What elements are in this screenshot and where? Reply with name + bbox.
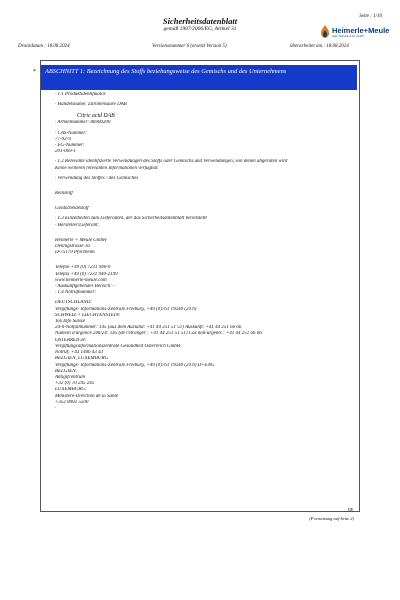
supplier-phone: Telefon +49 (0) 7231 940-0 [55, 265, 111, 271]
text-line: · [55, 405, 57, 411]
text-line: Vergiftungsinformationszentrale Gesundheit Österreich GmbH [55, 343, 181, 349]
text-line: Vergiftungs- Informations-Zentrale Freiburg, +49 (0)761 19240 (24 h) [55, 306, 197, 312]
supplier-city: D-75179 Pforzheim [55, 250, 95, 256]
text-line: DEUTSCHLAND: [55, 300, 92, 306]
text-line: SCHWEIZ + LIECHTENSTEIN: [55, 312, 121, 318]
section-content [55, 92, 355, 412]
print-date: Druckdatum : 18.08.2024 [18, 44, 70, 49]
cas-label: · CAS-Nummer: [55, 130, 87, 136]
subsection-heading: · 1.1 Produktidentifikator [55, 92, 106, 97]
text-line: +352 8002 5500 [55, 399, 89, 405]
subsection-heading: · 1.4 Notrufnummer: [55, 290, 97, 296]
text-line: Reinstoff [55, 191, 73, 197]
text-line: Goldscheidestoff [55, 206, 89, 212]
text-line: · Auskunftgebender Bereich: - [55, 284, 115, 290]
supplier-website: www.heimerle-meule.com [55, 277, 107, 283]
text-line: Numéro d'urgence 24h/24: 145 (de l'étranger : +41 44 251 51 51) Cas non-urgents : +41 44 251 66 66 [55, 331, 262, 337]
document-subtitle: gemäß 1907/2006/EG, Artikel 31 [163, 26, 237, 32]
subsection-heading: · 1.2 Relevante identifizierte Verwendungen des Stoffs oder Gemischs und Verwendungen, von denen abgeraten wird [55, 159, 288, 165]
change-marker: * [33, 69, 36, 75]
text-line: ÖSTERREICH: [55, 337, 87, 343]
text-line: +32 (0) 70 245 245 [55, 381, 95, 387]
text-line: · Verwendung des Stoffes / des Gemisches [55, 175, 139, 181]
company-logo [320, 24, 390, 40]
text-line: · Hersteller/Lieferant: [55, 222, 100, 228]
revision-date: überarbeitet am : 18.08.2024 [290, 44, 349, 49]
version-number: Versionsnummer 6 (ersetzt Version 5) [152, 44, 227, 49]
document-title: Sicherheitsdatenblatt [162, 16, 238, 26]
text-line: Notruf: +43 1406 43 43 [55, 350, 104, 356]
section-heading: ABSCHNITT 1: Bezeichnung des Stoffs beziehungsweise des Gemischs und des Unternehmens [41, 65, 357, 90]
trade-name: · Handelsname: Zitronensäure DAB [55, 102, 127, 108]
text-line: BELGIEN: [55, 368, 78, 374]
text-line: Ministère-Direction de la Santé [55, 393, 119, 399]
text-line: Keine weiteren relevanten Informationen verfügbar. [55, 165, 159, 171]
page-number: Seite : 1/10 [359, 14, 382, 19]
ec-label: · EG-Nummer: [55, 143, 85, 149]
logo-flame-icon [320, 25, 330, 38]
supplier-fax: Telefax +49 (0) 7231 940-2199 [55, 271, 118, 277]
language-mark: DE [348, 507, 354, 512]
cas-value: 77-92-9 [55, 136, 71, 142]
text-line: Antigifcentrum [55, 374, 85, 380]
continuation-note: (Fortsetzung auf Seite 2) [309, 516, 354, 521]
logo-tagline: Gebr. Heimerle & Co. GmbH [332, 35, 364, 38]
article-number: · Artikelnummer: 86900200 [55, 120, 111, 126]
ec-value: 201-069-1 [55, 149, 76, 155]
text-line: LUXEMBURG: [55, 387, 87, 393]
supplier-street: Dennigstrasse 16 [55, 244, 90, 250]
text-line: BELGIEN, LUXEMBURG [55, 356, 109, 362]
text-line: 24-h-Notfallnummer: 145 (aus dem Ausland: +41 44 251 51 51) Auskunft: +41 44 251 66 66 [55, 325, 242, 331]
text-line: Vergiftungs- Informations-Zentrale Freiburg, +49 (0)761 19240 (24 h) D+ENG [55, 362, 215, 368]
trade-name-english: Citric acid DAB [77, 113, 115, 120]
supplier-name: Heimerle + Meule GmbH [55, 237, 107, 243]
subsection-heading: · 1.3 Einzelheiten zum Lieferanten, der das Sicherheitsdatenblatt bereitstellt [55, 216, 207, 222]
logo-wordmark: Heimerle+Meule [332, 26, 390, 35]
text-line: Tox Info Suisse [55, 319, 86, 325]
